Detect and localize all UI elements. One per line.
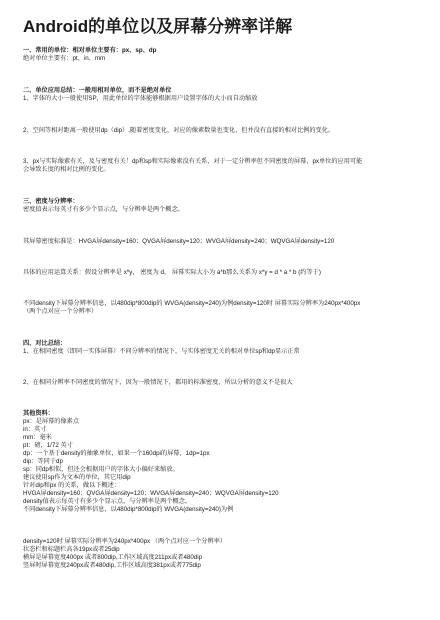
- text-line: 横屏是屏幕宽度400px 或者800dip,工作区域高度211px或者480dip: [23, 554, 203, 561]
- text-line: （两个点对应一个分辨率）: [23, 308, 98, 315]
- text-line: 竖屏时屏幕宽度240px或者480dip,工作区域高度381px或者775dip: [23, 562, 201, 569]
- text-line: density值表示每英寸有多少个显示点，与分辨率是两个概念。: [23, 498, 192, 505]
- text-line: mm：毫米: [23, 434, 52, 441]
- text-line: 其屏幕密度标准是：HVGA屏density=160；QVGA屏density=120；WVGA屏density=240；WQVGA屏density=120: [23, 238, 335, 245]
- text-line: 状态栏和标题栏高各19px或者25dip: [23, 546, 120, 553]
- text-line: dp：一个基于density的抽象单位，如果一个160dpi的屏幕，1dp=1px: [23, 450, 210, 457]
- text-line: 2、在相同分辨率不同密度的情况下，因为一般情况下，都用的标准密度，所以分析的意义不是很大: [23, 379, 293, 386]
- section-heading: 一、常用的单位：相对单位主要有：px、sp、dp: [23, 47, 157, 54]
- text-line: 会导致长度的相对比例的变化。: [23, 166, 110, 173]
- document-title: Android的单位以及屏幕分辨率详解: [23, 17, 293, 36]
- section-heading: 其他资料：: [23, 410, 54, 417]
- text-line: 不同density下屏幕分辨率信息，以480dip*800dip的 WVGA(density=240)为例density=120时 屏幕实际分辨率为240px*400px: [23, 300, 361, 307]
- text-line: HVGA屏density=160；QVGA屏density=120；WVGA屏density=240；WQVGA屏density=120: [23, 490, 279, 497]
- text-line: in：英寸: [23, 426, 47, 433]
- section-heading: 二、单位应用总结：一般用相对单位，而不是绝对单位: [23, 87, 172, 94]
- text-line: 不同density下屏幕分辨率信息，以480dip*800dip的 WVGA(density=240)为例: [23, 506, 234, 513]
- text-line: 2、空间等相对距离一般使用dp（dip）,随着密度变化，对应的像素数量也变化，但并没有直接的相对比例的变化。: [23, 127, 335, 134]
- text-line: 具体的应用运算关系：假设分辨率是 x*y， 密度为 d， 屏幕实际大小为 a*b那么关系为 x*y = d * a * b (约等于): [23, 269, 321, 276]
- text-line: 建议使用sp作为文本的单位，其它用dip: [23, 474, 131, 481]
- text-line: dip：等同于dp: [23, 458, 63, 465]
- text-line: 1、字体的大小一般使用SP，用此单位的字体能够根据用户设置字体的大小而自动缩放: [23, 95, 258, 102]
- text-line: 1、在相同密度（即同一实体屏幕）不同分辨率的情况下，与实体密度无关的相对单位sp和dp显示正常: [23, 348, 300, 355]
- text-line: density=120时 屏幕实际分辨率为240px*400px （两个点对应一个分辨率）: [23, 538, 227, 545]
- section-heading: 三、密度与分辨率：: [23, 198, 79, 205]
- text-line: 针对dip和px 的关系，做以下概述：: [23, 482, 120, 489]
- text-line: 绝对单位主要有：pt、in、mm: [23, 55, 106, 62]
- text-line: pt：磅，1/72 英寸: [23, 442, 73, 449]
- text-line: 3、px与实际像素有关，及与密度有关！dp和sp和实际像素没有关系，对于一定分辨率但不同密度的屏幕，px单位的应用可能: [23, 158, 363, 165]
- text-line: sp：同dp相似，但还会根据用户的字体大小偏好来缩放。: [23, 466, 179, 473]
- text-line: 密度值表示每英寸有多少个显示点，与分辨率是两个概念。: [23, 206, 184, 213]
- section-heading: 四、对比总结：: [23, 340, 67, 347]
- text-line: px：是屏幕的像素点: [23, 418, 80, 425]
